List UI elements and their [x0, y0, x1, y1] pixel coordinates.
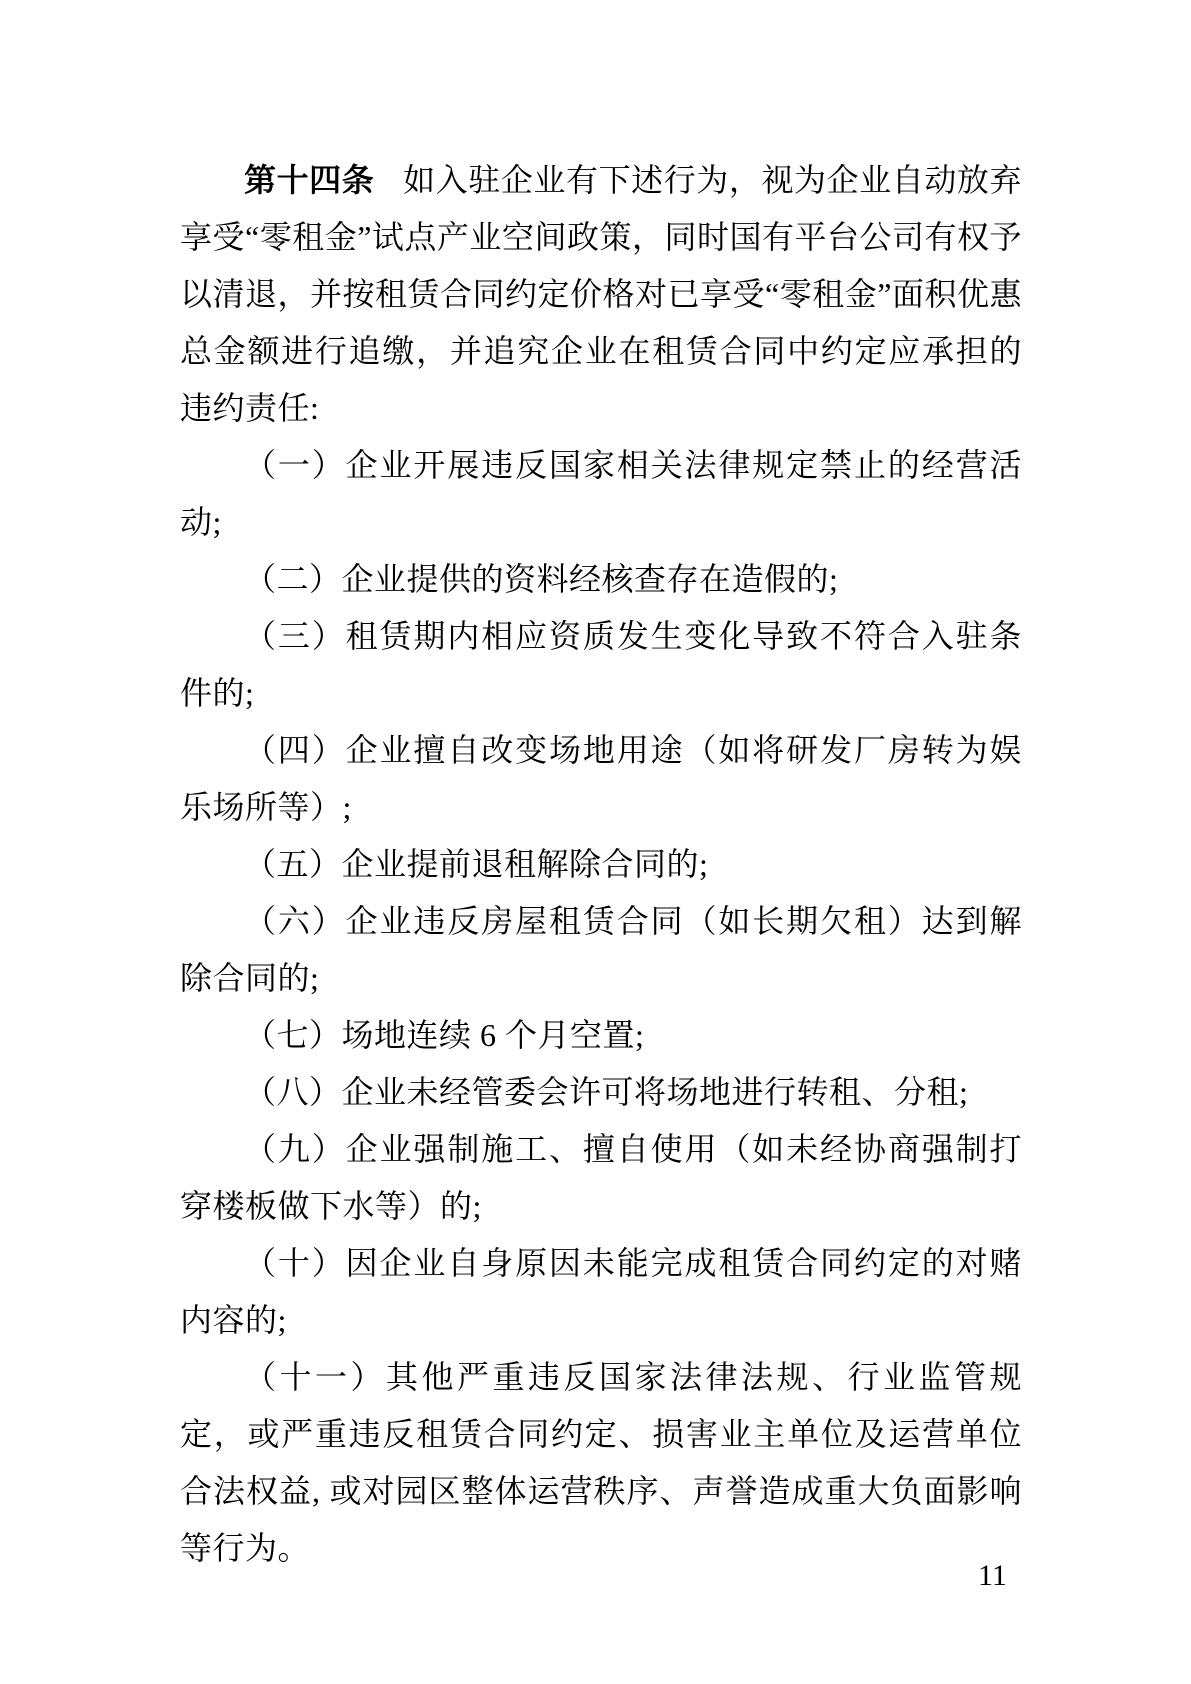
article-clause-7: （七）场地连续 6 个月空置;: [244, 1017, 645, 1053]
article-clause-10: （十）因企业自身原因未能完成租赁合同约定的对赌内容的;: [180, 1245, 1022, 1338]
article-clause-5: （五）企业提前退租解除合同的;: [244, 846, 709, 882]
article-number-heading: 第十四条: [244, 162, 375, 198]
article-intro-text: 如入驻企业有下述行为，视为企业自动放弃享受“零租金”试点产业空间政策，同时国有平台公司有权予以清退，并按租赁合同约定价格对已享受“零租金”面积优惠总金额进行追缴，并追究企业在租赁合同中约定应承担的违约责任:: [180, 162, 1022, 426]
article-clause-4: （四）企业擅自改变场地用途（如将研发厂房转为娱乐场所等）;: [180, 732, 1022, 825]
article-clause-1: （一）企业开展违反国家相关法律规定禁止的经营活动;: [180, 447, 1022, 540]
article-clause-8: （八）企业未经管委会许可将场地进行转租、分租;: [244, 1074, 969, 1110]
article-clause-11: （十一）其他严重违反国家法律法规、行业监管规定，或严重违反租赁合同约定、损害业主单位及运营单位合法权益, 或对园区整体运营秩序、声誉造成重大负面影响等行为。: [180, 1359, 1022, 1566]
article-clause-6: （六）企业违反房屋租赁合同（如长期欠租）达到解除合同的;: [180, 903, 1022, 996]
page-number: 11: [978, 1559, 1007, 1592]
article-intro-paragraph: [180, 152, 1022, 437]
article-body: [180, 152, 1022, 1577]
article-clause-3: （三）租赁期内相应资质发生变化导致不符合入驻条件的;: [180, 618, 1022, 711]
article-clause-9: （九）企业强制施工、擅自使用（如未经协商强制打穿楼板做下水等）的;: [180, 1131, 1022, 1224]
article-clause-2: （二）企业提供的资料经核查存在造假的;: [244, 561, 839, 597]
